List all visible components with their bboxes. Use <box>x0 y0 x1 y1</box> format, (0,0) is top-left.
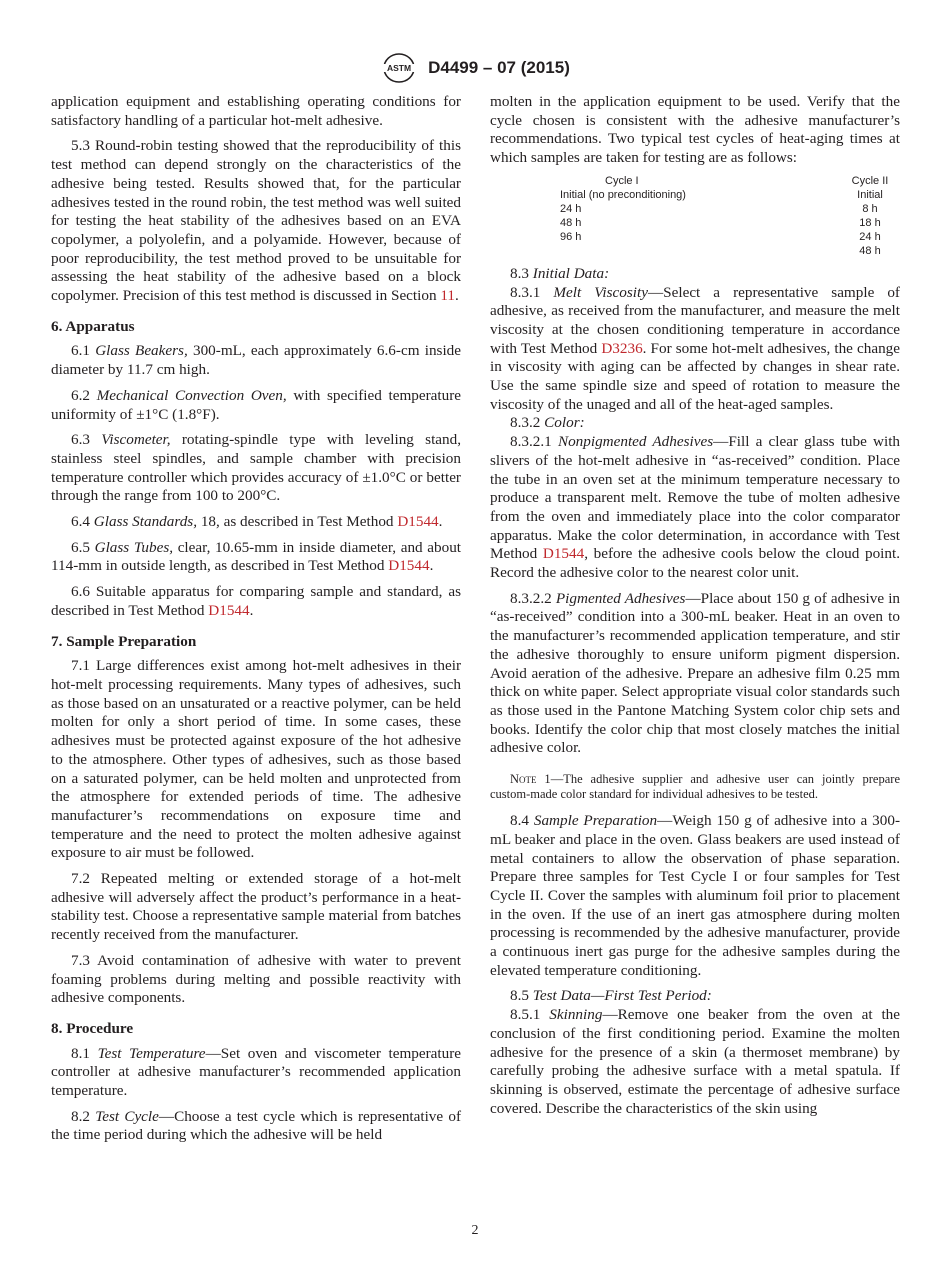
paragraph-8-1 <box>51 1045 461 1101</box>
section-11-link[interactable]: 11 <box>440 287 455 305</box>
d1544-link[interactable]: D1544 <box>542 545 585 563</box>
punctuation: . <box>249 601 254 619</box>
clause-term: Pigmented Adhesives <box>555 589 686 607</box>
punctuation: . <box>438 513 443 531</box>
clause-term: Test Temperature <box>97 1044 206 1062</box>
clause-text: 6.6 Suitable apparatus for comparing sample and standard, as described in Test Method <box>51 583 461 619</box>
left-column <box>51 93 461 1145</box>
document-id: D4499 – 07 (2015) <box>428 58 570 77</box>
paragraph-8-3 <box>490 265 900 284</box>
clause-number: 8.3.1 <box>510 283 554 301</box>
clause-text: 300-mL, each approximately 6.6-cm inside diameter by 11.7 cm high. <box>51 342 462 379</box>
paragraph-7-2: 7.2 Repeated melting or extended storage of a hot-melt adhesive will adversely affect the product’s performance in a heat-stability test. Choose a representative sample material from batches recently received from the manufacturer. <box>51 870 461 944</box>
paragraph-8-5 <box>490 987 900 1006</box>
clause-text: —Set oven and viscometer temperature controller at adhesive manufacturer’s recommended application temperature. <box>51 1044 462 1100</box>
clause-term: Sample Preparation <box>533 812 658 830</box>
clause-number: 6.2 <box>71 386 97 404</box>
punctuation: . <box>429 557 434 575</box>
clause-number: 8.1 <box>71 1044 98 1062</box>
section-8-heading: 8. Procedure <box>51 1019 134 1037</box>
clause-term: Nonpigmented Adhesives <box>557 433 714 451</box>
clause-text: with specified temperature uniformity of ±1°C (1.8°F). <box>51 386 462 423</box>
paragraph-8-3-2-1 <box>490 433 900 583</box>
paragraph-6-1 <box>51 342 461 379</box>
clause-term: Viscometer, <box>101 431 171 449</box>
clause-term: Glass Beakers, <box>95 342 188 360</box>
paragraph-6-4 <box>51 513 461 532</box>
paragraph-6-2 <box>51 387 461 424</box>
clause-text: —Choose a test cycle which is representative of the time period during which the adhesive will be held <box>51 1107 461 1144</box>
paragraph-8-2-continued: molten in the application equipment to be used. Verify that the cycle chosen is consistent with the adhesive manufacturer’s recommendations. Two typical test cycles of heat-aging times at which samples are taken for testing are as follows: <box>490 93 900 167</box>
clause-text: —Remove one beaker from the oven at the conclusion of the first conditioning period. Examine the molten adhesive for the presence of a skin (a thermoset membrane) by carefully probing the adhesive surface with a metal spatula. If skinning is observed, estimate the percentage of adhesive surface covered. Describe the characteristics of the skin using <box>490 1006 901 1117</box>
clause-number: 6.1 <box>71 342 96 360</box>
page-number: 2 <box>471 1223 479 1238</box>
d1544-link[interactable]: D1544 <box>208 601 250 619</box>
clause-number: 8.3 <box>510 264 533 282</box>
clause-text: . For some hot-melt adhesives, the change in viscosity with aging can be affected by changes in shear rate. Use the same spindle size and speed of rotation to measure the viscosity of the unaged and all of the heat-aged samples. <box>490 339 901 413</box>
clause-text: rotating-spindle type with leveling stand, stainless steel spindles, and sample chamber with precision temperature controller which provides accuracy of ±1.0°C or better through the range from 100 to 200°C. <box>51 431 462 505</box>
clause-term: Initial Data: <box>532 264 610 282</box>
right-column <box>490 93 900 1118</box>
clause-number: 6.5 <box>71 538 95 556</box>
clause-text: —Place about 150 g of adhesive in “as-received” condition into a 300-mL beaker. Heat in an oven to the manufacturer’s recommended application temperature, and stir the adhesive thoroughly to ensure uniform pigment dispersion. Avoid aeration of the adhesive. Prepare an adhesive film 0.25 mm thick on white paper. Select appropriate visual color standards such as those used in the Pantone Matching System color chip sets and books. Identify the color chip that most closely matches the initial adhesive color. <box>490 589 901 757</box>
clause-term: Skinning <box>549 1006 603 1024</box>
table-cell: 24 h <box>859 230 881 243</box>
paragraph-6-3 <box>51 431 461 506</box>
section-6-heading: 6. Apparatus <box>51 317 135 335</box>
table-row <box>560 216 920 230</box>
table-cell: 48 h <box>560 216 582 229</box>
note-label: Note 1 <box>510 772 551 787</box>
astm-logo-icon <box>380 52 418 84</box>
clause-number: 8.3.2.2 <box>510 589 556 607</box>
section-7-heading: 7. Sample Preparation <box>51 632 197 650</box>
table-row <box>560 202 920 216</box>
clause-term: Mechanical Convection Oven, <box>96 386 287 404</box>
paragraph-6-5 <box>51 539 461 576</box>
column-header: Cycle II <box>851 174 889 187</box>
clause-text: —Fill a clear glass tube with slivers of the hot-melt adhesive in “as-received” condition. Place the tube in an oven set at the minimum temperature necessary to produce a transparent melt. Remove the tube of molten adhesive from the oven and immediately place into the color comparator apparatus. Make the color determination, in accordance with Test Method <box>490 433 901 563</box>
clause-number: 8.5.1 <box>510 1006 550 1024</box>
clause-term: Test Cycle <box>95 1107 159 1125</box>
clause-term: Glass Tubes, <box>94 538 174 556</box>
table-cell: 48 h <box>859 244 881 257</box>
clause-text: clear, 10.65-mm in inside diameter, and about 114-mm in outside length, as described in Test Method <box>51 538 462 575</box>
clause-number: 6.4 <box>71 513 94 531</box>
table-header-row <box>560 174 920 188</box>
table-row <box>560 230 920 244</box>
page-header <box>0 52 950 84</box>
clause-text: , before the adhesive cools below the cloud point. Record the adhesive color to the nearest color unit. <box>490 545 900 582</box>
punctuation: . <box>454 287 459 305</box>
clause-text: 18, as described in Test Method <box>197 513 398 531</box>
paragraph-8-4 <box>490 812 900 980</box>
clause-number: 8.3.2 <box>510 414 545 432</box>
clause-term: Color: <box>544 414 585 432</box>
paragraph-8-3-1 <box>490 284 900 415</box>
paragraph-7-1: 7.1 Large differences exist among hot-melt adhesives in their hot-melt processing requirements. Many types of adhesives, such as those based on an unsaturated or a reactive polymer, can be held molten for only a short period of time. In some cases, these adhesives must be protected against exposure of the hot adhesive to the atmosphere. Other types of adhesives, such as those based on a saturated polymer, can be held molten and unprotected from the atmosphere for extended periods of time. The adhesive manufacturer’s recommendations on exposure time and temperature and the need to protect the molten adhesive against exposure to air must be followed. <box>51 657 461 862</box>
table-cell: 96 h <box>560 230 582 243</box>
paragraph-8-5-1 <box>490 1006 900 1118</box>
paragraph-8-3-2-2 <box>490 590 900 758</box>
table-cell: Initial <box>857 188 883 201</box>
d3236-link[interactable]: D3236 <box>601 339 643 357</box>
clause-number: 6.3 <box>71 431 102 449</box>
paragraph-8-3-2 <box>490 414 900 433</box>
clause-term: Test Data—First Test Period: <box>532 987 712 1005</box>
clause-number: 8.3.2.1 <box>510 433 558 451</box>
clause-text: —Select a representative sample of adhesive, as received from the manufacturer, and measure the melt viscosity at the chosen conditioning temperature in accordance with Test Method <box>490 283 900 357</box>
clause-number: 8.2 <box>71 1107 96 1125</box>
table-cell <box>560 244 820 258</box>
table-row <box>560 244 920 258</box>
paragraph-intro-continued: application equipment and establishing operating conditions for satisfactory handling of a particular hot-melt adhesive. <box>51 93 461 129</box>
paragraph-6-6 <box>51 583 461 620</box>
clause-number: 8.5 <box>510 987 533 1005</box>
note-1 <box>490 772 900 802</box>
paragraph-5-3-text: 5.3 Round-robin testing showed that the reproducibility of this test method can depend strongly on the characteristics of the adhesive being tested. Results showed that, for the particular adhesives tested in the round robin, the test method was well suited for testing the heat stability of the adhesives based on an EVA copolymer, a polyolefin, and a polyamide. However, because of poor reproducibility, the test method proved to be unsuitable for assessing the heat stability of the adhesive based on a block copolymer. Precision of this test method is discussed in Section <box>51 137 461 305</box>
table-cell: 24 h <box>560 202 582 215</box>
d1544-link[interactable]: D1544 <box>397 513 439 531</box>
logo-lettering: ASTM <box>387 63 412 73</box>
table-cell: 18 h <box>859 216 881 229</box>
paragraph-5-3 <box>51 137 461 305</box>
column-header: Cycle I <box>605 174 639 187</box>
clause-text: —Weigh 150 g of adhesive into a 300-mL beaker and place in the oven. Glass beakers are used instead of metal containers to allow the observation of phase separation. Prepare three samples for Test Cycle I or four samples for Test Cycle II. Cover the samples with aluminum foil prior to placement in the oven. If the use of an inert gas atmosphere during molten processing is recommended by the adhesive manufacturer, provide a continuous inert gas purge for the adhesive samples during the elevated temperature conditioning. <box>490 812 900 979</box>
paragraph-7-3: 7.3 Avoid contamination of adhesive with water to prevent foaming problems during melting and possible reactivity with adhesive components. <box>51 951 461 1007</box>
test-cycle-table <box>560 174 920 258</box>
table-cell: Initial (no preconditioning) <box>560 188 686 201</box>
note-text: —The adhesive supplier and adhesive user can jointly prepare custom-made color standard for individual adhesives to be tested. <box>490 772 900 802</box>
table-row <box>560 188 920 202</box>
clause-term: Melt Viscosity <box>553 283 648 301</box>
d1544-link[interactable]: D1544 <box>388 557 430 575</box>
table-cell: 8 h <box>862 202 878 215</box>
clause-number: 8.4 <box>510 812 534 830</box>
clause-term: Glass Standards, <box>93 513 198 531</box>
paragraph-8-2 <box>51 1108 461 1145</box>
